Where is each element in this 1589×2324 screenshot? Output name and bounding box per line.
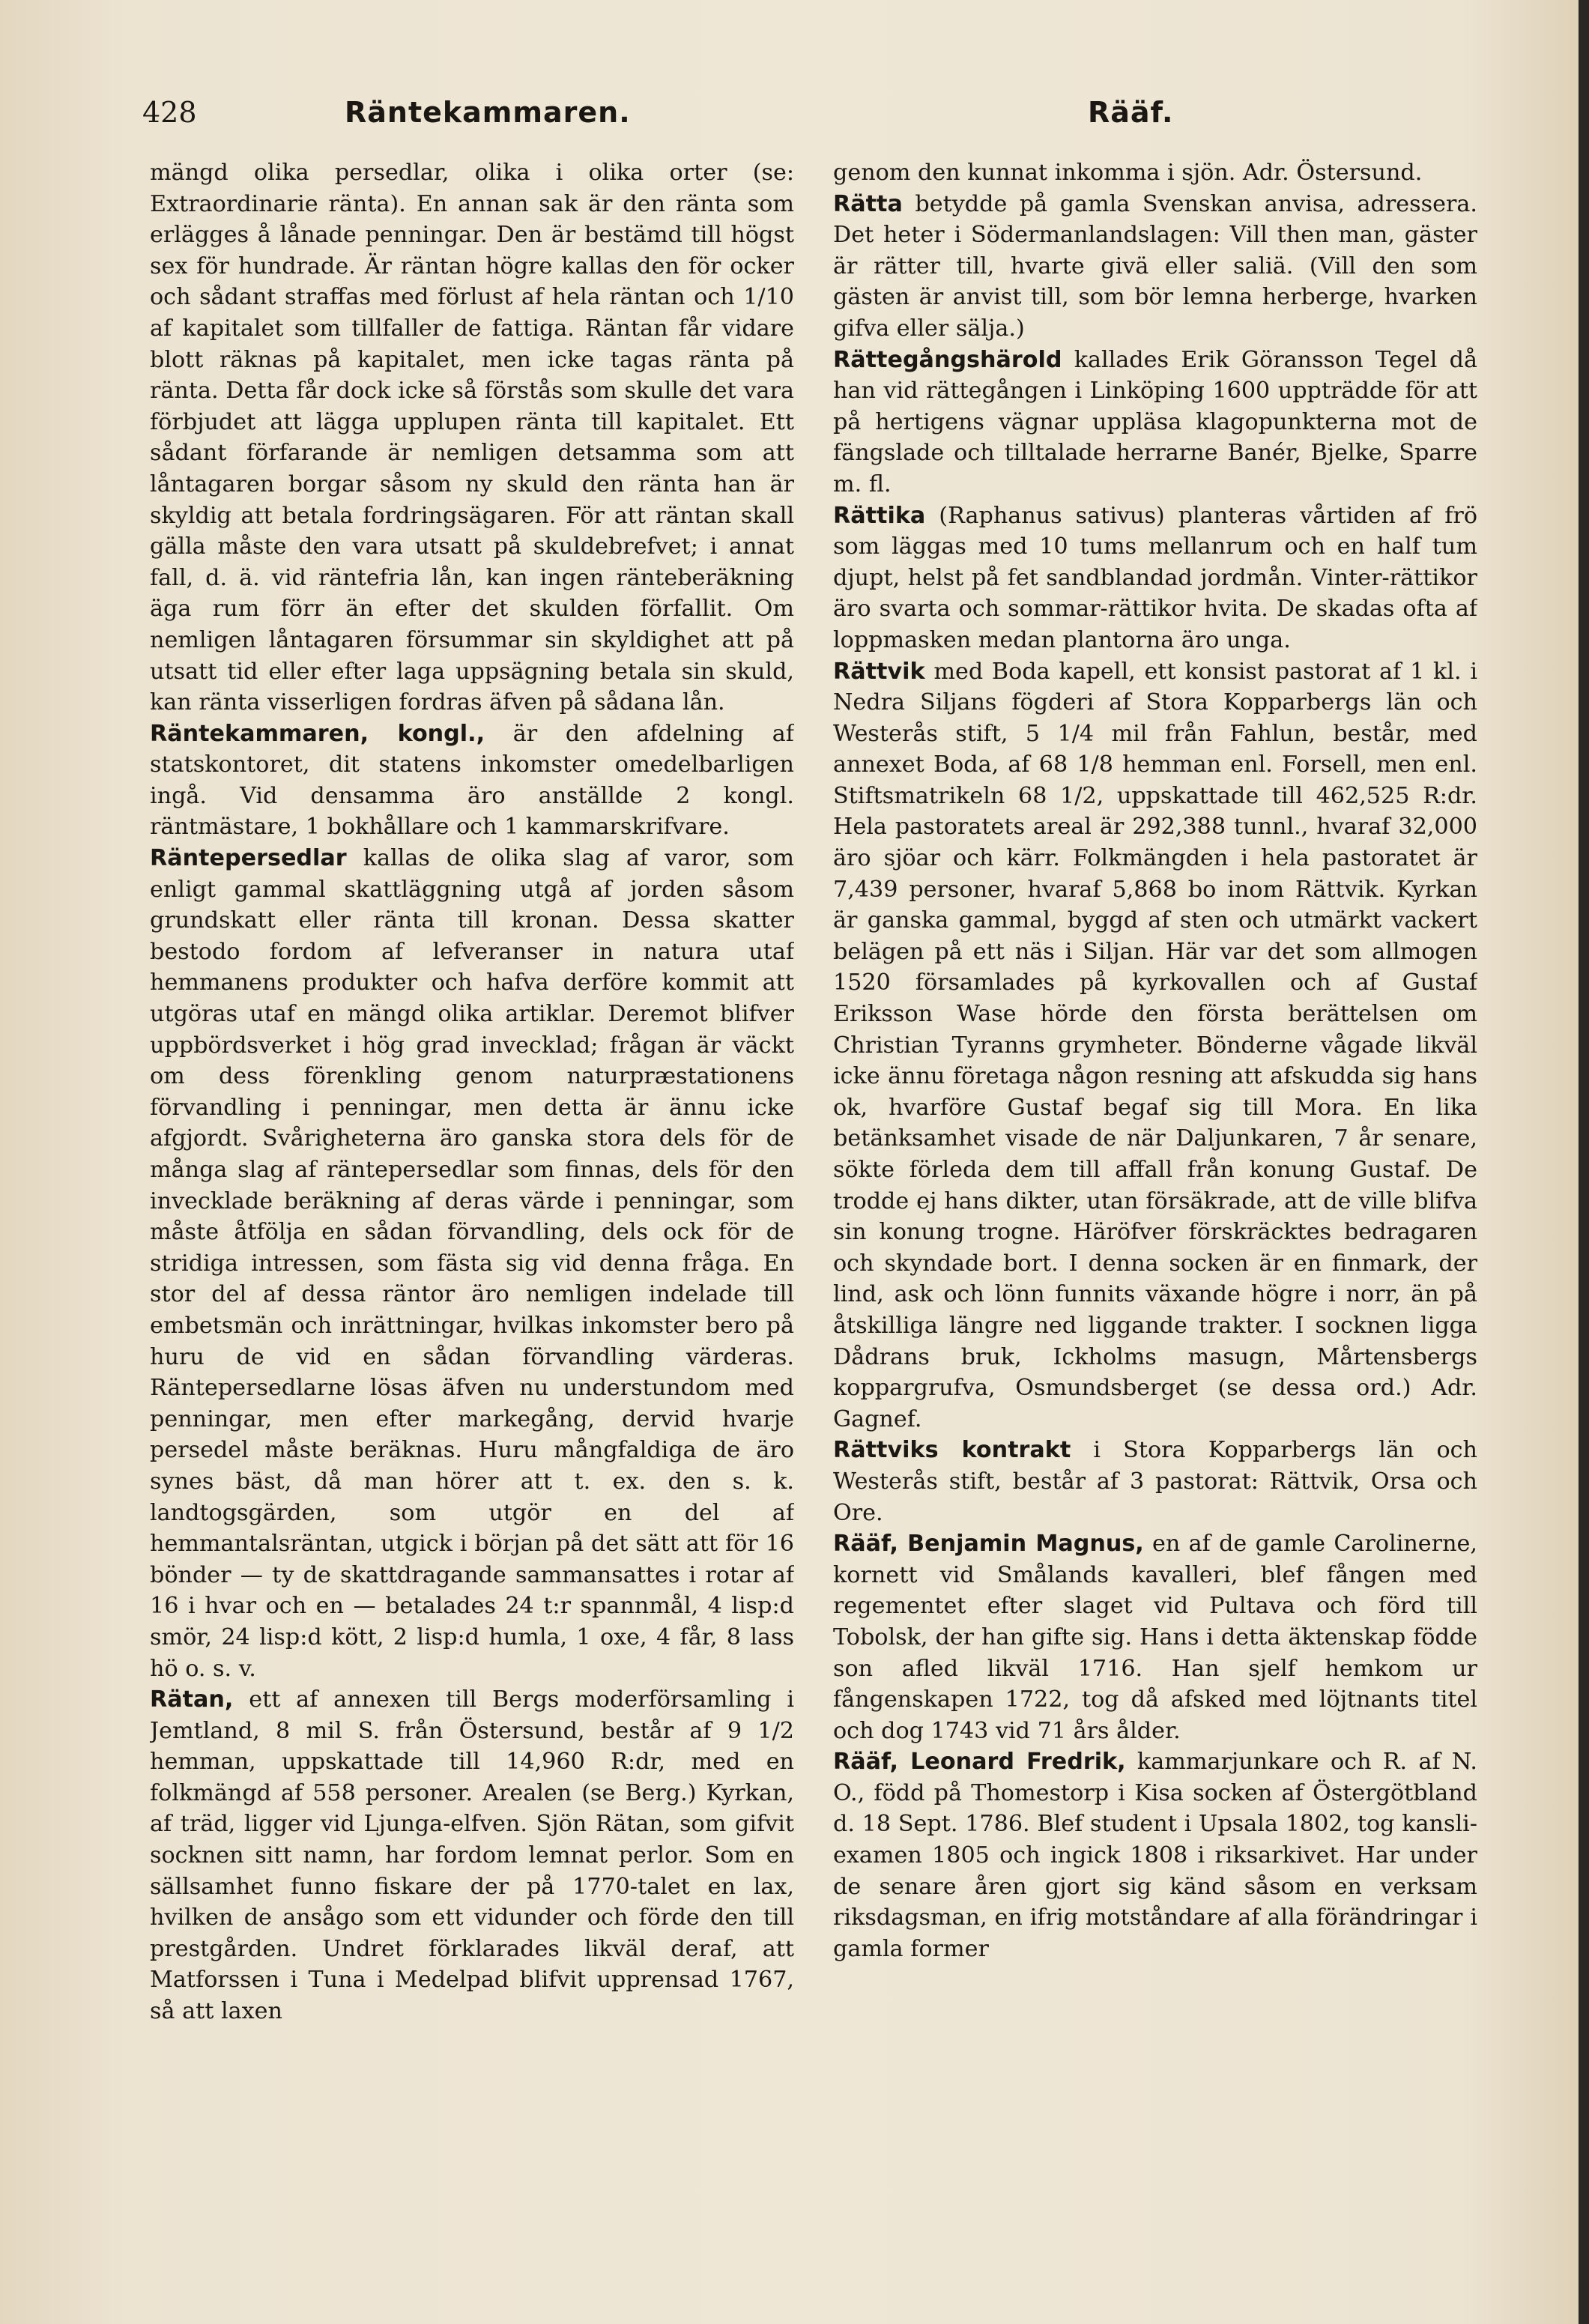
entry-raettika bbox=[833, 500, 1477, 656]
running-title-right: Rääf. bbox=[1088, 96, 1174, 129]
entry-raettegangsharold bbox=[833, 345, 1477, 500]
entry-body: med Boda kapell, ett konsist pastorat af 1 kl. i Nedra Siljans fögderi af Stora Kopparbergs län och Westerås stift, 5 1/4 mil från Fahlun, består, med annexet Boda, af 68 1/8 hemman enl. Forsell, men enl. Stiftsmatrikeln 68 1/2, uppskattade till 462,525 R:dr. Hela pastoratets areal är 292,388 tunnl., hvaraf 32,000 äro sjöar och kärr. Folkmängden i hela pastoratet är 7,439 personer, hvaraf 5,868 bo inom Rättvik. Kyrkan är ganska gammal, byggd af sten och utmärkt vackert belägen på ett näs i Siljan. Här var det som allmogen 1520 församlades på kyrkovallen och af Gustaf Eriksson Wase hörde den första berättelsen om Christian Tyranns grymheter. Bönderne vågade likväl icke ännu företaga någon resning att afskudda sig hans ok, hvarföre Gustaf begaf sig till Mora. En lika betänksamhet visade de när Daljunkaren, 7 år senare, sökte förleda dem till affall från konung Gustaf. De trodde ej hans dikter, utan försäkrade, att de ville blifva sin konung trogne. Häröfver förskräcktes bedragaren och skyndade bort. I denna socken är en finmark, der lind, ask och lönn funnits växande högre i norr, än på åtskilliga längre ned liggande trakter. I socknen ligga Dådrans bruk, Ickholms masugn, Mårtensbergs koppargrufva, Osmundsberget (se dessa ord.) Adr. Gagnef. bbox=[833, 658, 1477, 1432]
page-number: 428 bbox=[142, 96, 197, 129]
left-column bbox=[150, 157, 794, 2255]
entry-continuation bbox=[150, 157, 794, 718]
entry-headword: Rääf, Benjamin Magnus, bbox=[833, 1531, 1144, 1558]
entry-headword: Rätan, bbox=[150, 1686, 234, 1713]
entry-headword: Rättegångshärold bbox=[833, 346, 1062, 373]
entry-body: en af de gamle Carolinerne, kornett vid Smålands kavalleri, blef fången med regementet efter slaget vid Pultava och förd till Tobolsk, der han gifte sig. Hans i detta äktenskap födde son afled likväl 1716. Han sjelf hemkom ur fångenskapen 1722, tog då afsked med löjtnants titel och dog 1743 vid 71 års ålder. bbox=[833, 1531, 1477, 1744]
entry-headword: Räntekammaren, kongl., bbox=[150, 720, 485, 747]
entry-headword: Rääf, Leonard Fredrik, bbox=[833, 1749, 1126, 1776]
entry-body: kammarjunkare och R. af N. O., född på Thomestorp i Kisa socken af Östergötbland d. 18 Sept. 1786. Blef student i Upsala 1802, tog kansli-examen 1805 och ingick 1808 i riksarkivet. Har under de senare åren gjort sig känd såsom en verksam riksdagsman, en ifrig motståndare af alla förändringar i gamla former bbox=[833, 1749, 1477, 1962]
entry-continuation bbox=[833, 157, 1477, 189]
entry-headword: Rätta bbox=[833, 190, 903, 217]
entry-body: betydde på gamla Svenskan anvisa, adressera. Det heter i Södermanlandslagen: Vill then man, gäster är rätter till, hvarte givä eller saliä. (Vill den som gästen är anvist till, som bör lemna herberge, hvarken gifva eller sälja.) bbox=[833, 190, 1477, 342]
entry-raentepersedlar bbox=[150, 843, 794, 1684]
entry-raetta bbox=[833, 189, 1477, 345]
entry-raettvik bbox=[833, 656, 1477, 1435]
page-binding-edge bbox=[1579, 0, 1589, 2324]
entry-body: kallades Erik Göransson Tegel då han vid rättegången i Linköping 1600 uppträdde för att på hertigens vägnar uppläsa klagopunkterna mot de fängslade och tilltalade herrarne Banér, Bjelke, Sparre m. fl. bbox=[833, 346, 1477, 497]
entry-headword: Rättviks kontrakt bbox=[833, 1437, 1071, 1464]
entry-raeaef-benjamin bbox=[833, 1528, 1477, 1746]
entry-body: kallas de olika slag af varor, som enligt gammal skattläggning utgå af jorden såsom grundskatt eller ränta till kronan. Dessa skatter bestodo fordom af lefveranser in natura utaf hemmanens produkter och hafva derföre kommit att utgöras utaf en mängd olika artiklar. Deremot blifver uppbördsverket i hög grad invecklad; frågan är väckt om dess förenkling genom naturpræstationens förvandling i penningar, men detta är ännu icke afgjordt. Svårigheterna äro ganska stora dels för de många slag af räntepersedlar som finnas, dels för den invecklade beräkning af deras värde i penningar, som måste åtfölja en sådan förvandling, dels ock för de stridiga intressen, som fästa sig vid denna fråga. En stor del af dessa räntor äro nemligen indelade till embetsmän och inrättningar, hvilkas inkomster bero på huru de vid en sådan förvandling värderas. Räntepersedlarne lösas äfven nu understundom med penningar, men efter markegång, dervid hvarje persedel måste beräknas. Huru mångfaldiga de äro synes bäst, då man hörer att t. ex. den s. k. landtogsgärden, som utgör en del af hemmantalsräntan, utgick i början på det sätt att för 16 bönder — ty de skattdragande sammansattes i rotar af 16 i hvar och en — betalades 24 t:r spannmål, 4 lisp:d smör, 24 lisp:d kött, 2 lisp:d humla, 1 oxe, 4 får, 8 lass hö o. s. v. bbox=[150, 845, 794, 1682]
entry-body: mängd olika persedlar, olika i olika orter (se: Extraordinarie ränta). En annan sak är den ränta som erlägges å lånade penningar. Den är bestämd till högst sex för hundrade. Är räntan högre kallas den för ocker och sådant straffas med förlust af hela räntan och 1/10 af kapitalet som tillfaller de fattiga. Räntan får vidare blott räknas på kapitalet, men icke tagas ränta på ränta. Detta får dock icke så förstås som skulle det vara förbjudet att lägga upplupen ränta till kapitalet. Ett sådant förfarande är nemligen detsamma som att låntagaren borgar såsom ny skuld den ränta han är skyldig att betala fordringsägaren. För att räntan skall gälla måste den vara utsatt på skuldebrefvet; i annat fall, d. ä. vid räntefria lån, kan ingen ränteberäkning äga rum förr än efter det skulden förfallit. Om nemligen låntagaren försummar sin skyldighet att på utsatt tid eller efter laga uppsägning betala sin skuld, kan ränta visserligen fordras äfven på sådana lån. bbox=[150, 160, 794, 716]
entry-body: (Raphanus sativus) planteras vårtiden af frö som läggas med 10 tums mellanrum och en half tum djupt, helst på fet sandblandad jordmån. Vinter-rättikor äro svarta och sommar-rättikor hvita. De skadas ofta af loppmasken medan plantorna äro unga. bbox=[833, 502, 1477, 653]
entry-headword: Räntepersedlar bbox=[150, 845, 347, 872]
running-title: Räntekammaren. bbox=[345, 96, 631, 129]
entry-body: i Stora Kopparbergs län och Westerås stift, består af 3 pastorat: Rättvik, Orsa och Ore. bbox=[833, 1437, 1477, 1526]
entry-body: ett af annexen till Bergs moderförsamling i Jemtland, 8 mil S. från Östersund, består af 9 1/2 hemman, uppskattade till 14,960 R:dr, med en folkmängd af 558 personer. Arealen (se Berg.) Kyrkan, af träd, ligger vid Ljunga-elfven. Sjön Rätan, som gifvit socknen sitt namn, har fordom lemnat perlor. Som en sällsamhet funno fiskare der på 1770-talet en lax, hvilken de ansågo som ett vidunder och förde den till prestgården. Undret förklarades likväl deraf, att Matforssen i Tuna i Medelpad blifvit upprensad 1767, så att laxen bbox=[150, 1686, 794, 2025]
entry-body: genom den kunnat inkomma i sjön. Adr. Östersund. bbox=[833, 160, 1423, 186]
right-column bbox=[833, 157, 1477, 2255]
entry-raettviks-kontrakt bbox=[833, 1435, 1477, 1528]
page-header bbox=[142, 96, 1506, 141]
entry-raentekammaren bbox=[150, 718, 794, 843]
entry-raeaef-leonard bbox=[833, 1746, 1477, 1964]
entry-headword: Rättika bbox=[833, 502, 926, 529]
entry-raetan bbox=[150, 1684, 794, 2027]
entry-headword: Rättvik bbox=[833, 658, 925, 685]
entry-body: är den afdelning af statskontoret, dit statens inkomster omedelbarligen ingå. Vid densamma äro anställde 2 kongl. räntmästare, 1 bokhållare och 1 kammarskrifvare. bbox=[150, 720, 794, 841]
